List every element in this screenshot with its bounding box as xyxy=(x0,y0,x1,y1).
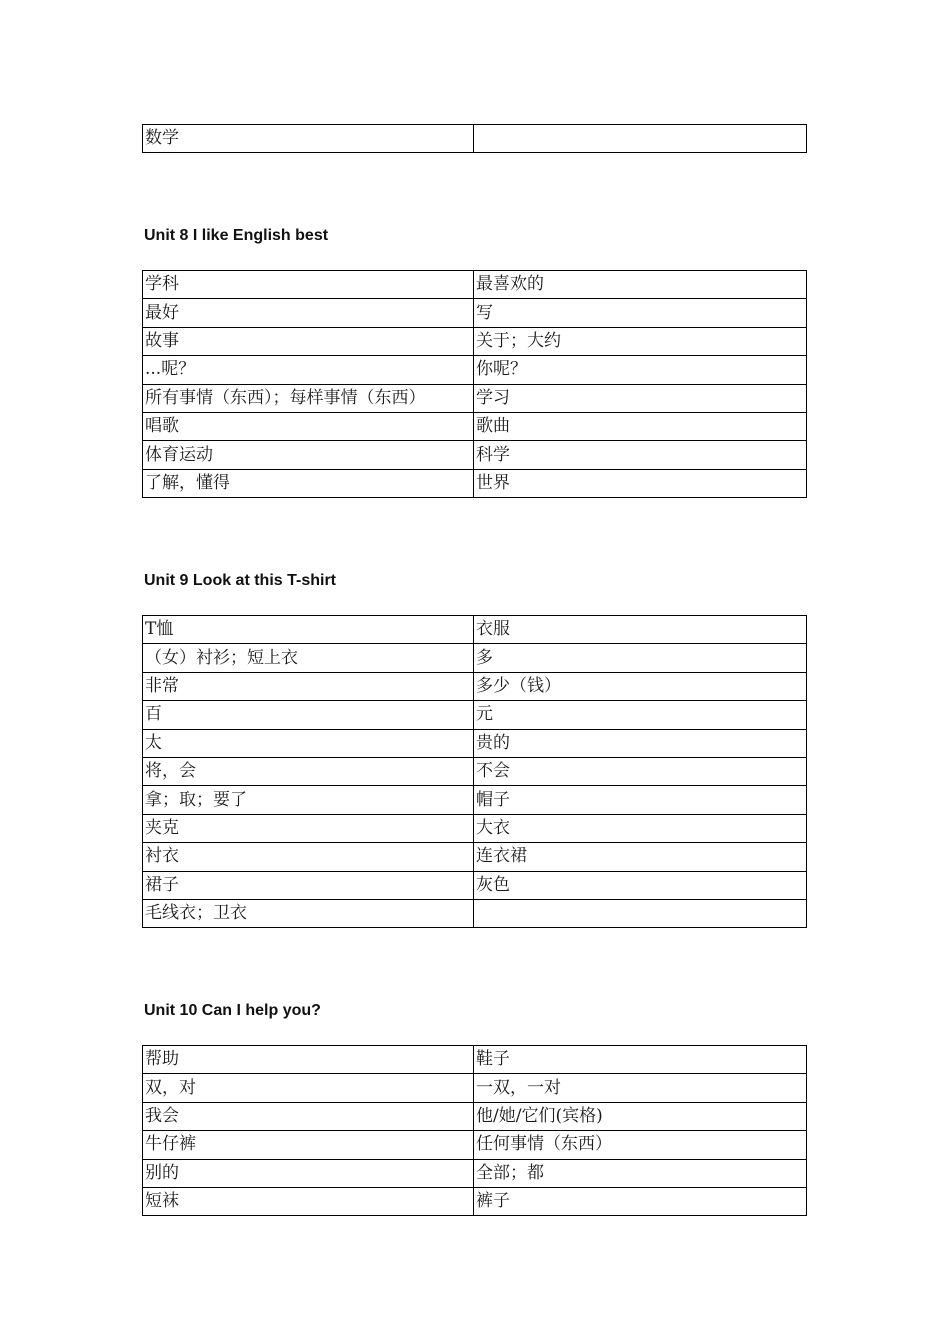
table-row xyxy=(143,125,807,153)
table-row xyxy=(143,701,807,729)
table-cell-chinese: 多 xyxy=(474,644,807,672)
table-row xyxy=(143,1074,807,1102)
table-cell-chinese: 关于；大约 xyxy=(474,327,807,355)
table-cell-chinese: 裙子 xyxy=(143,871,474,899)
table-row xyxy=(143,412,807,440)
table-cell-chinese: 最喜欢的 xyxy=(474,271,807,299)
table-cell-chinese: 唱歌 xyxy=(143,412,474,440)
table-cell-chinese: 非常 xyxy=(143,672,474,700)
table-cell-chinese: ...呢？ xyxy=(143,356,474,384)
table-cell-chinese: 双，对 xyxy=(143,1074,474,1102)
table-row xyxy=(143,271,807,299)
table-cell-chinese: T恤 xyxy=(143,616,474,644)
table-cell-chinese: 一双，一对 xyxy=(474,1074,807,1102)
table-cell-chinese: 别的 xyxy=(143,1159,474,1187)
table-cell-chinese: 歌曲 xyxy=(474,412,807,440)
table-cell-chinese: 你呢？ xyxy=(474,356,807,384)
table-row xyxy=(143,1131,807,1159)
table-cell-chinese: 太 xyxy=(143,729,474,757)
vocab-table-unit-10 xyxy=(142,1045,807,1216)
vocab-table-unit-9 xyxy=(142,615,807,928)
table-row xyxy=(143,299,807,327)
table-cell-chinese xyxy=(474,125,807,153)
table-row xyxy=(143,843,807,871)
table-cell-chinese: 任何事情（东西） xyxy=(474,1131,807,1159)
table-row xyxy=(143,327,807,355)
table-cell-chinese: 不会 xyxy=(474,757,807,785)
table-cell-chinese: 学习 xyxy=(474,384,807,412)
table-cell-chinese: （女）衬衫；短上衣 xyxy=(143,644,474,672)
table-cell-chinese: 将，会 xyxy=(143,757,474,785)
table-cell-chinese: 他/她/它们(宾格) xyxy=(474,1102,807,1130)
table-cell-chinese: 夹克 xyxy=(143,814,474,842)
table-cell-chinese: 最好 xyxy=(143,299,474,327)
table-row xyxy=(143,1187,807,1215)
table-cell-chinese: 多少（钱） xyxy=(474,672,807,700)
table-row xyxy=(143,1102,807,1130)
table-row xyxy=(143,871,807,899)
table-cell-chinese: 帮助 xyxy=(143,1046,474,1074)
table-cell-chinese: 百 xyxy=(143,701,474,729)
vocab-table-continued xyxy=(142,124,807,153)
unit-heading: Unit 10 Can I help you? xyxy=(144,1002,321,1019)
table-cell-chinese xyxy=(474,899,807,927)
table-cell-chinese: 衬衣 xyxy=(143,843,474,871)
table-row xyxy=(143,616,807,644)
table-cell-chinese: 科学 xyxy=(474,441,807,469)
table-cell-chinese: 短袜 xyxy=(143,1187,474,1215)
table-cell-chinese: 贵的 xyxy=(474,729,807,757)
table-cell-chinese: 裤子 xyxy=(474,1187,807,1215)
table-cell-chinese: 毛线衣；卫衣 xyxy=(143,899,474,927)
table-row xyxy=(143,1046,807,1074)
table-row xyxy=(143,469,807,497)
unit-heading: Unit 8 I like English best xyxy=(144,227,329,244)
table-cell-chinese: 大衣 xyxy=(474,814,807,842)
table-row xyxy=(143,757,807,785)
unit-heading: Unit 9 Look at this T-shirt xyxy=(144,572,337,589)
table-cell-chinese: 我会 xyxy=(143,1102,474,1130)
table-cell-chinese: 鞋子 xyxy=(474,1046,807,1074)
table-cell-chinese: 体育运动 xyxy=(143,441,474,469)
table-cell-chinese: 数学 xyxy=(143,125,474,153)
table-row xyxy=(143,672,807,700)
table-row xyxy=(143,899,807,927)
table-cell-chinese: 所有事情（东西）；每样事情（东西） xyxy=(143,384,474,412)
table-row xyxy=(143,441,807,469)
table-cell-chinese: 元 xyxy=(474,701,807,729)
table-cell-chinese: 连衣裙 xyxy=(474,843,807,871)
table-cell-chinese: 世界 xyxy=(474,469,807,497)
vocab-table-unit-8 xyxy=(142,270,807,498)
table-row xyxy=(143,786,807,814)
table-row xyxy=(143,814,807,842)
table-cell-chinese: 故事 xyxy=(143,327,474,355)
table-row xyxy=(143,1159,807,1187)
table-cell-chinese: 写 xyxy=(474,299,807,327)
table-row xyxy=(143,729,807,757)
table-cell-chinese: 灰色 xyxy=(474,871,807,899)
table-cell-chinese: 衣服 xyxy=(474,616,807,644)
table-row xyxy=(143,356,807,384)
table-cell-chinese: 牛仔裤 xyxy=(143,1131,474,1159)
table-cell-chinese: 学科 xyxy=(143,271,474,299)
table-row xyxy=(143,384,807,412)
table-row xyxy=(143,644,807,672)
table-cell-chinese: 全部；都 xyxy=(474,1159,807,1187)
table-cell-chinese: 拿；取；要了 xyxy=(143,786,474,814)
table-cell-chinese: 了解，懂得 xyxy=(143,469,474,497)
table-cell-chinese: 帽子 xyxy=(474,786,807,814)
